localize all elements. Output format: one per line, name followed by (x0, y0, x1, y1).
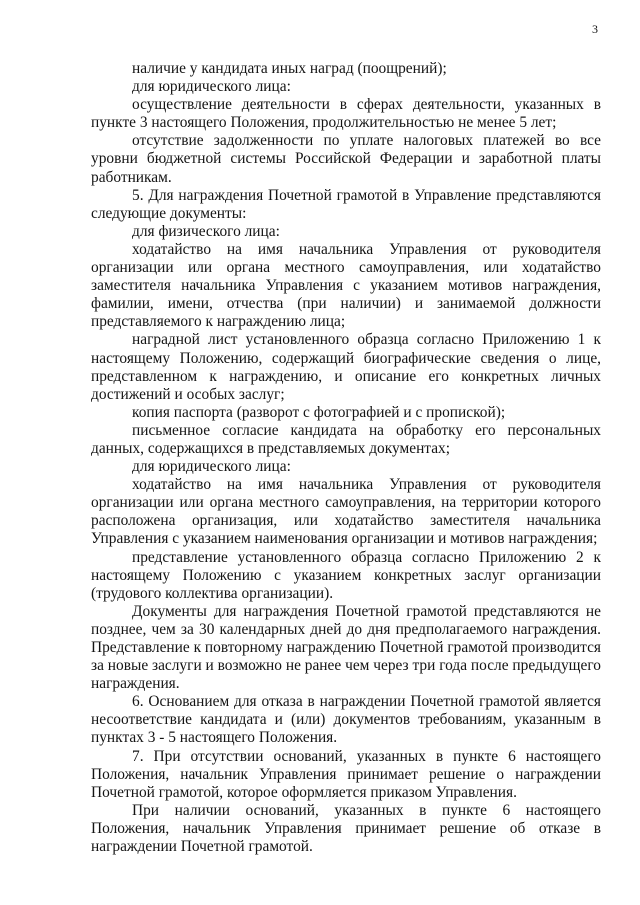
document-body (91, 60, 601, 856)
paragraph-petition-individual: ходатайство на имя начальника Управления от руководителя организации или органа местного самоуправления, или ходатайство заместителя начальника Управления с указанием мотивов награждения, фамилии, имени, отчества (при наличии) и занимаемой должности представляемого к награждению лица; (91, 240, 601, 331)
paragraph-other-awards: наличие у кандидата иных наград (поощрений); (132, 60, 447, 77)
paragraph-legal-entity-heading-2: для юридического лица: (132, 458, 291, 476)
paragraph-item-7: 7. При отсутствии оснований, указанных в пункте 6 настоящего Положения, начальник Управления принимает решение о награждении Почетной грамотой, которое оформляется приказом Управления. (91, 747, 601, 801)
paragraph-representation: представление установленного образца согласно Приложению 2 к настоящему Положению с указанием конкретных заслуг организации (трудового коллектива организации). (91, 548, 601, 602)
paragraph-award-sheet: наградной лист установленного образца согласно Приложению 1 к настоящему Положению, содержащий биографические сведения о лице, представленном к награждению, и описание его конкретных личных достижений и особых заслуг; (91, 331, 601, 403)
paragraph-passport-copy: копия паспорта (разворот с фотографией и с пропиской); (132, 403, 506, 421)
paragraph-item-6: 6. Основанием для отказа в награждении Почетной грамотой является несоответствие кандидата и (или) документов требованиям, указанным в пунктах 3 - 5 настоящего Положения. (91, 693, 601, 747)
paragraph-individual-heading: для физического лица: (132, 222, 280, 240)
page-number: 3 (592, 22, 598, 36)
paragraph-legal-entity-heading: для юридического лица: (132, 78, 291, 96)
paragraph-consent: письменное согласие кандидата на обработку его персональных данных, содержащихся в представляемых документах; (91, 421, 601, 457)
paragraph-no-debt: отсутствие задолженности по уплате налоговых платежей во все уровни бюджетной системы Российской Федерации и заработной платы работникам. (91, 132, 601, 186)
paragraph-refusal: При наличии оснований, указанных в пункте 6 настоящего Положения, начальник Управления принимает решение об отказе в награждении Почетной грамотой. (91, 801, 601, 856)
paragraph-deadline: Документы для награждения Почетной грамотой представляются не позднее, чем за 30 календарных дней до дня предполагаемого награждения. Представление к повторному награждению Почетной грамотой производится за новые заслуги и возможно не ранее чем через три года после предыдущего награждения. (91, 602, 601, 693)
paragraph-item-5: 5. Для награждения Почетной грамотой в Управление представляются следующие документы: (91, 186, 601, 222)
paragraph-petition-organization: ходатайство на имя начальника Управления от руководителя организации или органа местного самоуправления, на территории которого расположена организация, или ходатайство заместителя начальника Управления с указанием наименования организации и мотивов награждения; (91, 476, 601, 548)
paragraph-activity-duration: осуществление деятельности в сферах деятельности, указанных в пункте 3 настоящего Положения, продолжительностью не менее 5 лет; (91, 96, 601, 132)
